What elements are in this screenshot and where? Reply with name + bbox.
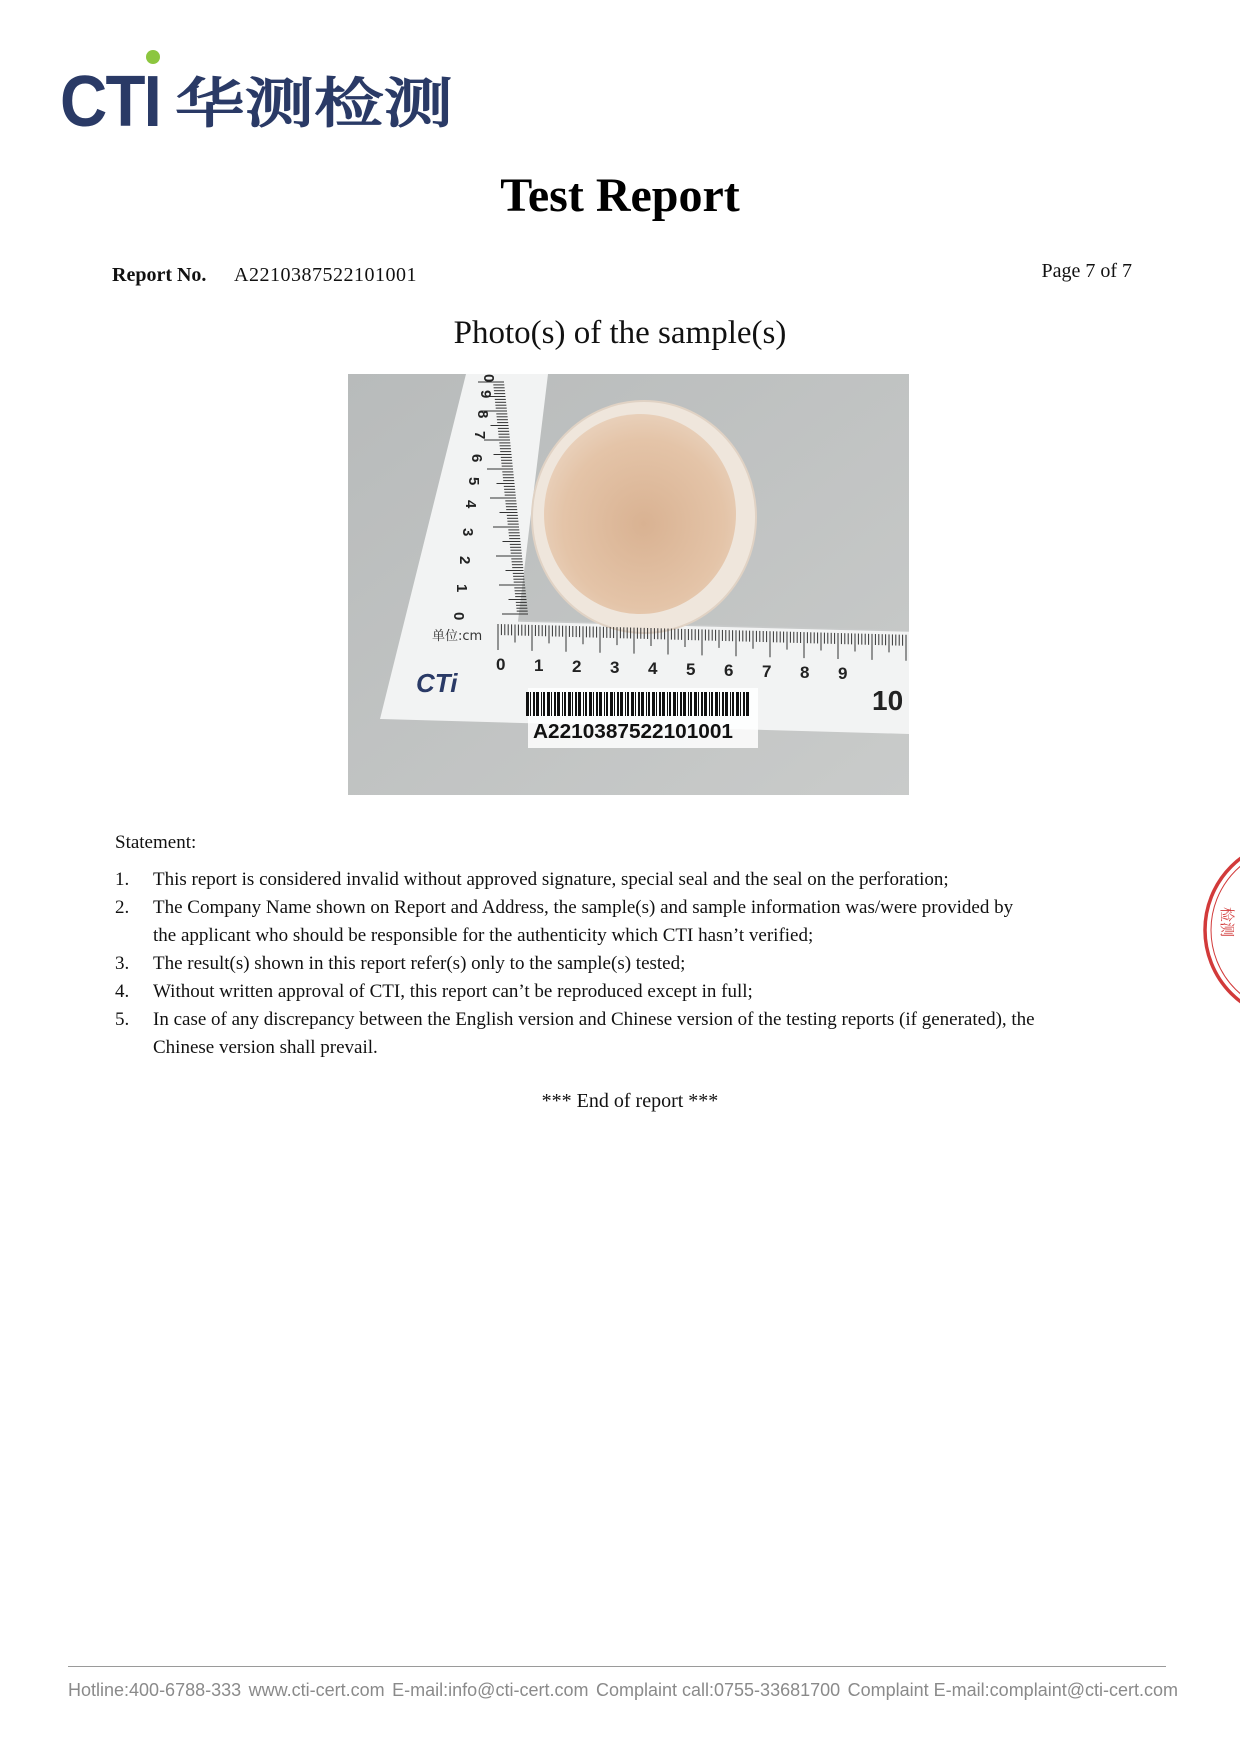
barcode-bar xyxy=(547,692,550,716)
barcode-bar xyxy=(617,692,619,716)
barcode-bar xyxy=(583,692,584,716)
barcode-bar xyxy=(746,692,749,716)
barcode-bar xyxy=(715,692,718,716)
barcode-bar xyxy=(530,692,531,716)
barcode-bar xyxy=(631,692,634,716)
barcode-bar xyxy=(652,692,655,716)
barcode-bar xyxy=(690,692,692,716)
statement-item: 1. This report is considered invalid without approved signature, special seal and the seal on the perforation; xyxy=(115,869,949,890)
ruler-unit-label: 单位:cm xyxy=(432,629,483,644)
ruler-v-number: 0 xyxy=(450,612,467,621)
barcode-bar xyxy=(541,692,542,716)
footer-divider xyxy=(68,1666,1166,1667)
barcode-bar xyxy=(694,692,697,716)
barcode-bar xyxy=(593,692,594,716)
barcode-bar xyxy=(536,692,539,716)
barcode-bar xyxy=(701,692,703,716)
barcode-bar xyxy=(635,692,636,716)
ruler-h-number: 0 xyxy=(496,655,506,674)
ruler-v-number: 9 xyxy=(477,390,494,399)
ruler-h-number: 7 xyxy=(762,662,772,681)
barcode-bar xyxy=(620,692,623,716)
barcode-bar xyxy=(677,692,678,716)
barcode-bar xyxy=(688,692,689,716)
barcode-bar xyxy=(667,692,668,716)
footer-hotline: Hotline:400-6788-333 xyxy=(68,1680,242,1700)
barcode-bar xyxy=(625,692,626,716)
sample-pad xyxy=(544,414,736,614)
barcode-bar xyxy=(572,692,573,716)
barcode-bar xyxy=(722,692,724,716)
photo-heading: Photo(s) of the sample(s) xyxy=(453,315,787,351)
barcode-bar xyxy=(740,692,741,716)
ruler-h-number: 1 xyxy=(534,656,544,675)
ruler-v-number: 6 xyxy=(468,454,485,463)
barcode-bar xyxy=(662,692,665,716)
barcode-bar xyxy=(589,692,592,716)
barcode-bar xyxy=(533,692,535,716)
barcode-bar xyxy=(736,692,739,716)
ruler-v-number: 5 xyxy=(465,477,482,486)
logo-text: CTI xyxy=(60,62,160,132)
barcode-bar xyxy=(683,692,686,716)
barcode-bar xyxy=(596,692,598,716)
logo-chinese-text: 华测检测 xyxy=(175,72,453,132)
statement-item: 3. The result(s) shown in this report refer(s) only to the sample(s) tested; xyxy=(115,953,686,974)
barcode-bar xyxy=(578,692,581,716)
barcode-bar xyxy=(641,692,644,716)
footer-email[interactable]: E-mail:info@cti-cert.com xyxy=(392,1680,589,1700)
page-indicator: Page 7 of 7 xyxy=(1041,260,1132,282)
ruler-h-number: 9 xyxy=(838,664,848,683)
barcode-text: A2210387522101001 xyxy=(533,721,733,743)
barcode-bar xyxy=(656,692,657,716)
barcode-bar xyxy=(659,692,661,716)
statement-list xyxy=(115,866,1035,1062)
ruler-h-number: 8 xyxy=(800,663,810,682)
statement-heading: Statement: xyxy=(115,832,197,853)
barcode-bar xyxy=(709,692,710,716)
ruler-v-number: 3 xyxy=(459,528,476,537)
barcode-bar xyxy=(599,692,602,716)
barcode-bar xyxy=(725,692,728,716)
barcode-bar xyxy=(719,692,720,716)
seal-text: 检测 xyxy=(1218,907,1236,938)
end-of-report: *** End of report *** xyxy=(541,1090,719,1112)
barcode-bar xyxy=(564,692,566,716)
ruler-h-number: 3 xyxy=(610,658,620,677)
ruler-h-number: 10 xyxy=(872,685,904,716)
ruler-v-number: 1 xyxy=(453,584,470,593)
sample-photo xyxy=(348,374,909,795)
barcode-bar xyxy=(585,692,587,716)
footer-complaint-email[interactable]: Complaint E-mail:complaint@cti-cert.com xyxy=(847,1680,1178,1700)
barcode-bar xyxy=(575,692,577,716)
barcode-bar xyxy=(648,692,650,716)
barcode-bar xyxy=(557,692,560,716)
barcode-bar xyxy=(711,692,713,716)
barcode-bar xyxy=(743,692,745,716)
ruler-h-number: 2 xyxy=(572,657,582,676)
barcode-bar xyxy=(673,692,676,716)
barcode-bar xyxy=(732,692,734,716)
barcode-bar xyxy=(680,692,682,716)
footer-website[interactable]: www.cti-cert.com xyxy=(248,1680,385,1700)
barcode-bar xyxy=(562,692,563,716)
perforation-seal xyxy=(1200,855,1240,1005)
barcode-bar xyxy=(543,692,545,716)
barcode-bar xyxy=(698,692,699,716)
barcode-bar xyxy=(568,692,571,716)
barcode-bar xyxy=(526,692,529,716)
barcode-bar xyxy=(638,692,640,716)
barcode-bar xyxy=(627,692,629,716)
statement-item: 2. The Company Name shown on Report and Address, the sample(s) and sample information was/were provided by the applicant who should be responsible for the authenticity which CTI hasn’t verified; xyxy=(115,897,1014,946)
company-logo xyxy=(60,48,460,132)
barcode-bar xyxy=(704,692,707,716)
ruler-h-number: 4 xyxy=(648,659,658,678)
barcode-bar xyxy=(646,692,647,716)
ruler-v-number: 4 xyxy=(462,500,479,509)
footer xyxy=(68,1680,1178,1701)
ruler-v-number: 8 xyxy=(474,410,491,419)
ruler-h-number: 5 xyxy=(686,660,696,679)
ruler-v-number: 2 xyxy=(456,556,473,565)
ruler-logo: CTi xyxy=(416,668,458,698)
statement-item: 4. Without written approval of CTI, this report can’t be reproduced except in full; xyxy=(115,981,753,1002)
barcode-bar xyxy=(614,692,615,716)
barcode-bar xyxy=(551,692,552,716)
barcode-bar xyxy=(669,692,671,716)
barcode-bar xyxy=(554,692,556,716)
report-number-label: Report No. xyxy=(112,264,207,286)
barcode-bar xyxy=(604,692,605,716)
report-number-value: A2210387522101001 xyxy=(234,264,417,286)
barcode-bar xyxy=(610,692,613,716)
statement-item: 5. In case of any discrepancy between the English version and Chinese version of the testing reports (if generated), the Chinese version shall prevail. xyxy=(115,1009,1035,1058)
ruler-h-number: 6 xyxy=(724,661,734,680)
ruler-v-number: 0 xyxy=(480,374,497,383)
barcode-bar xyxy=(730,692,731,716)
barcode-bar xyxy=(606,692,608,716)
footer-complaint-call: Complaint call:0755-33681700 xyxy=(595,1680,841,1700)
page-title: Test Report xyxy=(500,169,740,222)
ruler-v-number: 7 xyxy=(471,431,488,440)
